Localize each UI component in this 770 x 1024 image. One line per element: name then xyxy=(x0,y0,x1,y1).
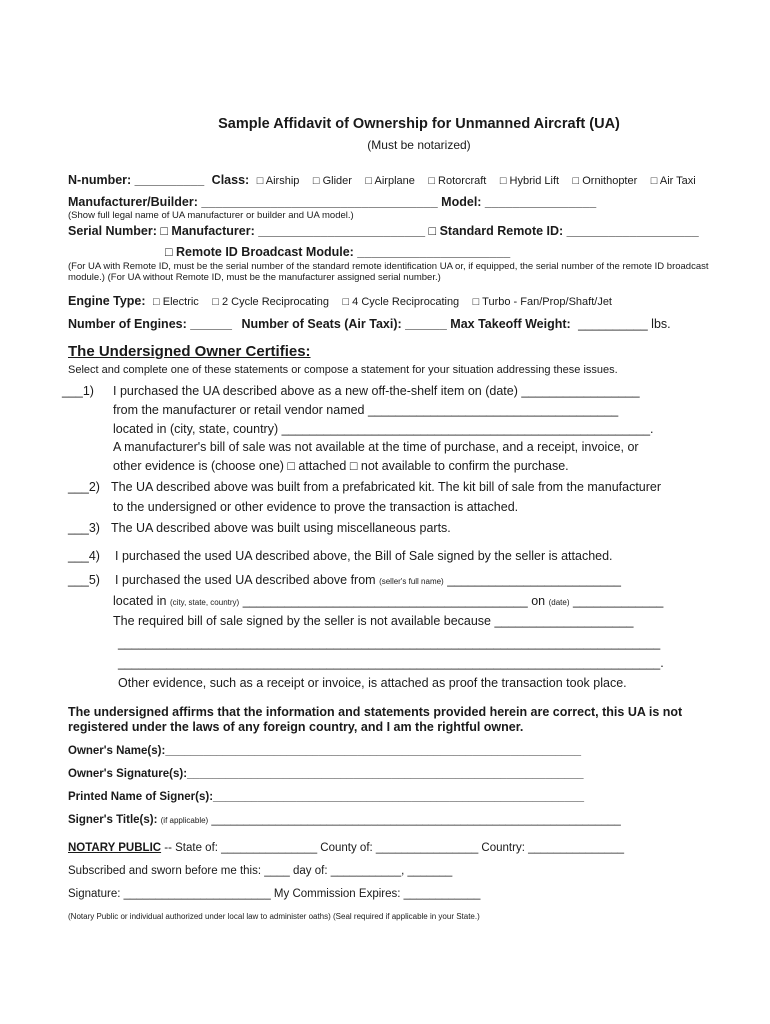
item2-line2: to the undersigned or other evidence to prove the transaction is attached. xyxy=(113,500,519,514)
engine-option-4-cycle[interactable]: □ 4 Cycle Reciprocating xyxy=(342,296,460,308)
class-option-airship[interactable]: □ Airship xyxy=(256,175,300,187)
item5-line6: Other evidence, such as a receipt or invoice, is attached as proof the transaction took place. xyxy=(118,676,627,690)
item3-line1: The UA described above was built using miscellaneous parts. xyxy=(111,521,451,535)
class-option-airplane[interactable]: □ Airplane xyxy=(365,175,415,187)
engines-row xyxy=(68,316,671,332)
item3-number[interactable]: ___3) xyxy=(68,521,100,535)
class-label: Class: xyxy=(211,173,250,187)
broadcast-module-field[interactable]: □ Remote ID Broadcast Module: ______________________ xyxy=(165,245,511,259)
engine-option-turbo[interactable]: □ Turbo - Fan/Prop/Shaft/Jet xyxy=(472,296,612,308)
item1-line3: located in (city, state, country) _____________________________________________________. xyxy=(113,422,654,436)
item1-number[interactable]: ___1) xyxy=(62,384,94,398)
engine-option-2-cycle[interactable]: □ 2 Cycle Reciprocating xyxy=(212,296,329,308)
manufacturer-field[interactable]: Manufacturer/Builder: __________________________________ Model: ________________ xyxy=(68,195,597,209)
weight-blank[interactable]: __________ lbs. xyxy=(578,317,671,331)
affirmation-line1: The undersigned affirms that the information and statements provided herein are correct, this UA is not xyxy=(68,705,683,719)
signer-title-blank[interactable]: ________________________________________________________________ xyxy=(211,814,621,826)
nnumber-field: N-number: __________ xyxy=(68,173,205,187)
item4-line1: I purchased the used UA described above, the Bill of Sale signed by the seller is attached. xyxy=(115,549,613,563)
class-option-glider[interactable]: □ Glider xyxy=(312,175,352,187)
item1-line2: from the manufacturer or retail vendor named ____________________________________ xyxy=(113,403,619,417)
notary-state-fields[interactable]: -- State of: _______________ County of: ________________ Country: _______________ xyxy=(164,842,625,854)
serial-number-field[interactable]: Serial Number: □ Manufacturer: ________________________ □ Standard Remote ID: ___________________ xyxy=(68,224,699,238)
item5-line2 xyxy=(113,593,663,611)
item5-line1-text: I purchased the used UA described above from xyxy=(115,573,376,587)
item5-seller-blank[interactable]: _________________________ xyxy=(447,573,622,587)
signer-title-hint: (if applicable) xyxy=(160,816,209,825)
manufacturer-note: (Show full legal name of UA manufacturer or builder and UA model.) xyxy=(68,210,354,221)
item5-located-text: located in xyxy=(113,594,167,608)
item5-date-blank[interactable]: _____________ xyxy=(572,594,664,608)
item1-line4: A manufacturer's bill of sale was not available at the time of purchase, and a receipt, invoice, or xyxy=(113,440,639,454)
document-subtitle: (Must be notarized) xyxy=(367,138,471,152)
engine-option-electric[interactable]: □ Electric xyxy=(153,296,199,308)
item5-line5[interactable]: ______________________________________________________________________________. xyxy=(118,656,664,670)
item5-location-blank[interactable]: _________________________________________ xyxy=(242,594,528,608)
notary-sworn-field[interactable]: Subscribed and sworn before me this: ____ day of: ___________, _______ xyxy=(68,865,453,877)
class-row xyxy=(68,172,696,189)
serial-note-2: module.) (For UA without Remote ID, must be the manufacturer assigned serial number.) xyxy=(68,272,441,283)
certifies-heading: The Undersigned Owner Certifies: xyxy=(68,343,311,360)
item1-line1: I purchased the UA described above as a new off-the-shelf item on (date) _________________ xyxy=(113,384,640,398)
number-of-engines-field[interactable]: Number of Engines: ______ xyxy=(68,317,232,331)
item2-number[interactable]: ___2) xyxy=(68,480,100,494)
affirmation-line2: registered under the laws of any foreign country, and I am the rightful owner. xyxy=(68,720,524,734)
item5-location-hint: (city, state, country) xyxy=(170,598,240,607)
item5-on-text: on xyxy=(531,594,546,608)
item5-number[interactable]: ___5) xyxy=(68,573,100,587)
item4-number[interactable]: ___4) xyxy=(68,549,100,563)
item5-line4[interactable]: ______________________________________________________________________________ xyxy=(118,636,661,650)
document-title: Sample Affidavit of Ownership for Unmanned Aircraft (UA) xyxy=(218,116,620,132)
item2-line1: The UA described above was built from a prefabricated kit. The kit bill of sale from the manufacturer xyxy=(111,480,662,494)
engine-type-row xyxy=(68,293,612,310)
engine-type-label: Engine Type: xyxy=(68,294,146,308)
notary-note: (Notary Public or individual authorized under local law to administer oaths) (Seal required if applicable in your State.) xyxy=(68,912,480,921)
class-option-ornithopter[interactable]: □ Ornithopter xyxy=(572,175,638,187)
class-option-air-taxi[interactable]: □ Air Taxi xyxy=(650,175,696,187)
notary-state-row xyxy=(68,840,624,856)
serial-note-1: (For UA with Remote ID, must be the serial number of the standard remote identification UA or, if equipped, the serial number of the remote ID broadcast xyxy=(68,261,709,272)
owner-names-field[interactable]: Owner's Name(s):_________________________________________________________________ xyxy=(68,745,582,757)
signer-title-label: Signer's Title(s): xyxy=(68,814,158,826)
printed-name-field[interactable]: Printed Name of Signer(s):__________________________________________________________ xyxy=(68,791,585,803)
notary-signature-field[interactable]: Signature: _______________________ My Commission Expires: ____________ xyxy=(68,888,481,900)
certifies-instruction: Select and complete one of these statements or compose a statement for your situation addressing these issues. xyxy=(68,364,618,376)
item5-date-hint: (date) xyxy=(548,598,570,607)
item5-seller-hint: (seller's full name) xyxy=(379,577,444,586)
seats-weight-field[interactable]: Number of Seats (Air Taxi): ______ Max Takeoff Weight: xyxy=(241,317,571,331)
signer-title-row xyxy=(68,812,621,829)
item5-line1 xyxy=(115,572,621,590)
class-option-rotorcraft[interactable]: □ Rotorcraft xyxy=(428,175,487,187)
owner-signatures-field[interactable]: Owner's Signature(s):______________________________________________________________ xyxy=(68,768,584,780)
notary-public-label: NOTARY PUBLIC xyxy=(68,842,162,854)
class-option-hybrid-lift[interactable]: □ Hybrid Lift xyxy=(499,175,560,187)
item5-line3[interactable]: The required bill of sale signed by the seller is not available because ____________________ xyxy=(113,614,634,628)
item1-line5: other evidence is (choose one) □ attached □ not available to confirm the purchase. xyxy=(113,459,569,473)
